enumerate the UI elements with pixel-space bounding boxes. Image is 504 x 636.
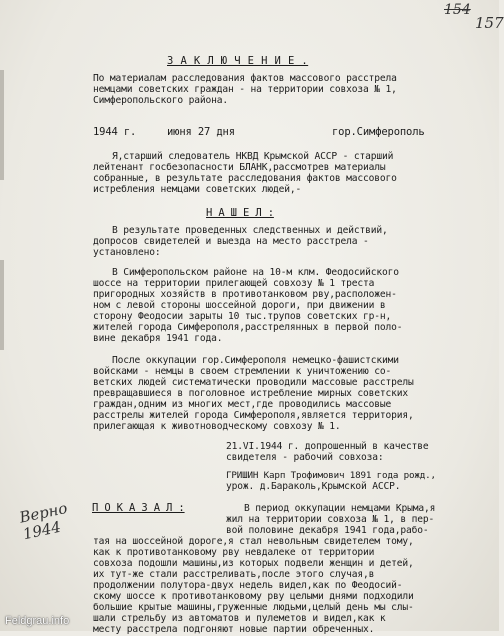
text-line: жителей города Симферополя,расстрелянных в первой поло-: [93, 322, 403, 333]
text-line: истребления немцами советских людей,-: [93, 184, 302, 195]
text-line: как к противотанковому рву невдалеке от территории: [93, 547, 375, 558]
text-line: сторону Феодосии зарыты 10 тыс.трупов советских гр-н,: [93, 311, 392, 322]
text-line: шоссе на территории прилегающей совхозу № 1 треста: [93, 278, 375, 289]
text-line: совхоза подошли машины,из которых подвели женщин и детей,: [93, 558, 414, 569]
text-line: В Симферопольском районе на 10-м клм. Феодосийского: [112, 267, 399, 278]
text-line: 21.VI.1944 г. допрошенный в качестве: [226, 441, 429, 452]
binding-edge: [0, 260, 4, 350]
document-title: З А К Л Ю Ч Е Н И Е .: [167, 55, 309, 67]
text-line: В результате проведенных следственных и действий,: [112, 225, 388, 236]
text-line: допросов свидетелей и выезда на место расстрела -: [93, 236, 369, 247]
text-line: большие крытые машины,груженные людьми,целый день мы слы-: [93, 602, 414, 613]
text-line: После оккупации гор.Симферополя немецко-фашистскими: [112, 355, 399, 366]
testified-heading: П О К А З А Л :: [92, 502, 185, 514]
text-line: пригородных хозяйств в противотанковом рву,расположен-: [93, 289, 397, 300]
text-line: прилегающая к животноводческому совхозу № 1.: [93, 421, 341, 432]
text-line: По материалам расследования фактов массового расстрела: [93, 73, 397, 84]
binding-edge: [0, 70, 4, 180]
text-line: установлено:: [93, 247, 161, 258]
text-line: продолжении полутора-двух недель видел,как по Феодосий-: [93, 580, 403, 591]
text-line: ветских людей систематически проводили массовые расстрелы: [93, 377, 414, 388]
text-line: вой половине декабря 1941 года,рабо-: [226, 525, 429, 536]
text-line: лейтенант госбезопасности БЛАНК,рассмотрев материалы: [93, 162, 386, 173]
text-line: ном с левой стороны шоссейной дороги, при движении в: [93, 300, 386, 311]
page-number: 157: [475, 14, 504, 32]
text-line: собранные, в результате расследования фактов массового: [93, 173, 397, 184]
text-line: ГРИШИН Карп Трофимович 1891 года рожд.,: [226, 470, 436, 481]
text-line: войсками - немцы в своем стремлении к уничтожению со-: [93, 366, 392, 377]
text-line: вине декабря 1941 года.: [93, 333, 223, 344]
text-line: тая на шоссейной дороге,я стал невольным свидетелем тому,: [93, 536, 414, 547]
text-line: их тут-же стали расстреливать,после этого случая,в: [93, 569, 375, 580]
handwritten-margin-note: Верно 1944: [17, 498, 69, 544]
text-line: шали стрельбу из автоматов и пулеметов и видел,как к: [93, 613, 386, 624]
date-year: 1944 г.: [93, 126, 137, 138]
text-line: Я,старший следователь НКВД Крымской АССР - старший: [112, 151, 394, 162]
date-place: гор.Симферополь: [332, 126, 425, 138]
text-line: месту расстрела подгоняют новые партии обреченных.: [93, 624, 375, 635]
text-line: расстрелы жителей города Симферополя,является территория,: [93, 410, 414, 421]
text-line: граждан,одним из многих мест,где проводились массовые: [93, 399, 392, 410]
text-line: жил на территории совхоза № 1, в пер-: [226, 514, 435, 525]
crossed-page-number: 154: [444, 2, 471, 18]
text-line: В период оккупации немцами Крыма,я: [244, 503, 436, 514]
text-line: свидетеля - рабочий совхоза:: [226, 452, 384, 463]
watermark: Feldgrau.info: [5, 615, 70, 627]
text-line: Симферопольского района.: [93, 95, 229, 106]
found-heading: Н А Ш Е Л :: [206, 207, 274, 219]
date-day: июня 27 дня: [167, 126, 235, 138]
text-line: урож. д.Бараколь,Крымской АССР.: [226, 481, 401, 492]
text-line: немцами советских граждан - на территории совхоза № 1,: [93, 84, 397, 95]
text-line: скому шоссе к противотанковому рву целыми днями подходили: [93, 591, 414, 602]
text-line: превращавшиеся в поголовное истребление мирных советских: [93, 388, 409, 399]
